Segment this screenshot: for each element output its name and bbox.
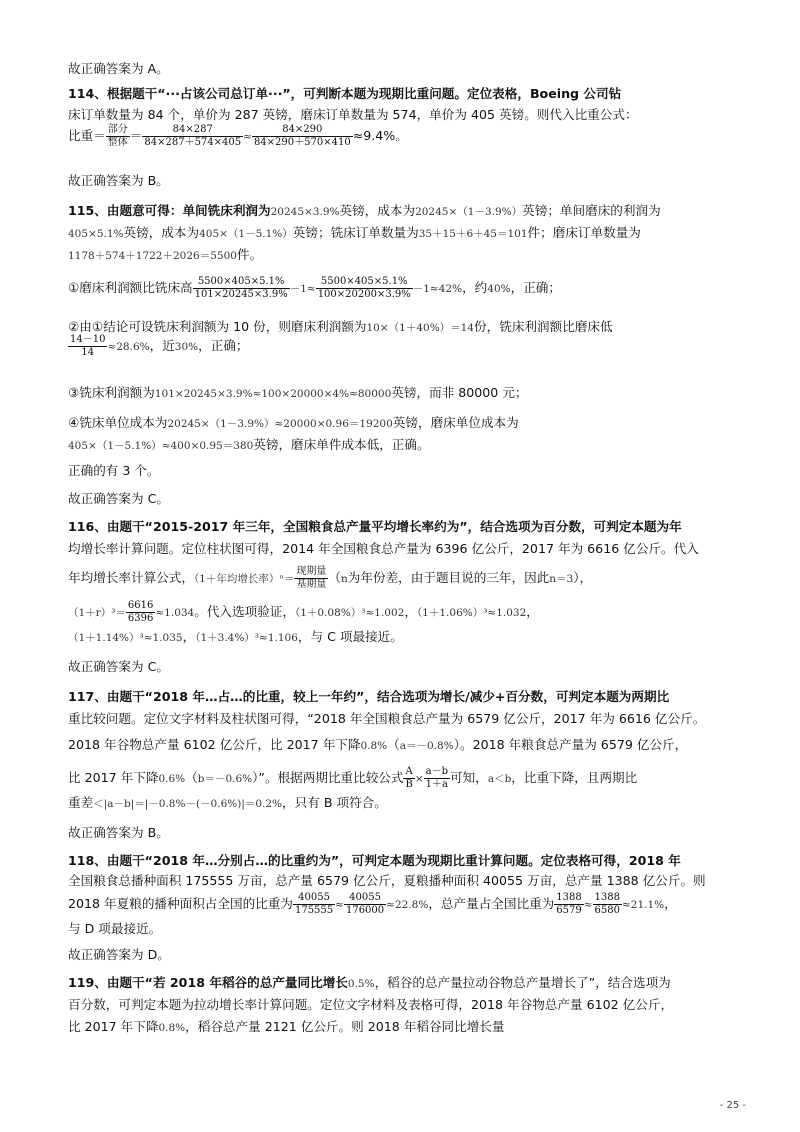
q116-line-3: 年均增长率计算公式，（1＋年均增长率）ⁿ＝ $\frac{\text{现期量}}{\text{基期量}}$ （n为年份差，由于题目说的三年，因此n＝3）， xyxy=(68,566,593,590)
q117-line-4: 比 2017 年下降0.6%（b＝－0.6%）”。根据两期比重比较公式 $\frac{A}{B}$ × $\frac{a-b}{1+a}$ 可知，a＜b，比重下降，且两期比 xyxy=(68,766,638,790)
q119-line-2: 百分数，可判定本题为拉动增长率计算问题。定位文字材料及表格可得，2018 年谷物总产量 6102 亿公斤， xyxy=(68,997,674,1012)
fraction: $\frac{40055}{175555}$ xyxy=(294,892,334,916)
q118-line-3: 2018 年夏粮的播种面积占全国的比重为 $\frac{40055}{175555}$ ≈ $\frac{40055}{176000}$ ≈22.8%，总产量占全国比重为 $\frac{1388}{6579}$ ≈ $\frac{1388}{6580}$ ≈21.1%， xyxy=(68,892,677,916)
q116-line-2: 均增长率计算问题。定位柱状图可得，2014 年全国粮食总产量为 6396 亿公斤，2017 年为 6616 亿公斤。代入 xyxy=(68,541,699,556)
q115-line-3: 1178＋574＋1722＋2026＝5500件。 xyxy=(68,247,263,262)
fraction: $\frac{84\times 287}{84\times 287+574\times 405}$ xyxy=(144,124,242,148)
q117-line-2: 重比较问题。定位文字材料及柱状图可得，“2018 年全国粮食总产量为 6579 亿公斤，2017 年为 6616 亿公斤。 xyxy=(68,711,706,726)
q118-line-2: 全国粮食总播种面积 175555 万亩，总产量 6579 亿公斤，夏粮播种面积 40055 万亩，总产量 1388 亿公斤。则 xyxy=(68,873,706,888)
fraction: $\frac{84\times 290}{84\times 290+570\times 410}$ xyxy=(253,124,351,148)
q116-line-5: （1＋1.14%）³≈1.035，（1＋3.4%）³≈1.106，与 C 项最接近。 xyxy=(68,629,403,644)
fraction: $\frac{5500\times 405\times 5.1\%}{100\times 20200\times 3.9\%}$ xyxy=(317,276,411,300)
fraction: $\frac{14-10}{14}$ xyxy=(70,334,106,358)
q115-item-2: ②由①结论可设铣床利润额为 10 份，则磨床利润额为10×（1＋40%）＝14份，铣床利润额比磨床低 xyxy=(68,319,613,334)
q115-line-2: 405×5.1%英镑，成本为405×（1－5.1%）英镑；铣床订单数量为35＋15＋6＋45＝101件；磨床订单数量为 xyxy=(68,225,641,240)
fraction: $\frac{40055}{176000}$ xyxy=(345,892,385,916)
q118-line-1: 118、由题干“2018 年…分别占…的比重约为”，可判定本题为现期比重计算问题。定位表格可得，2018 年 xyxy=(68,853,681,868)
fraction: $\frac{a-b}{1+a}$ xyxy=(425,766,449,790)
fraction: $\frac{A}{B}$ xyxy=(405,766,413,790)
fraction: $\frac{1388}{6579}$ xyxy=(556,892,582,916)
fraction: $\frac{6616}{6396}$ xyxy=(127,600,154,624)
q114-text: 114、根据题干“···占该公司总订单···”，可判断本题为现期比重问题。定位表格，Boeing 公司钻 xyxy=(68,86,622,101)
page-number: - 25 - xyxy=(719,1100,746,1111)
fraction: $\frac{\text{现期量}}{\text{基期量}}$ xyxy=(296,566,327,590)
q115-item-2b: $\frac{14-10}{14}$ ≈28.6%，近30%，正确； xyxy=(70,334,249,358)
q114-line-2: 床订单数量为 84 个，单价为 287 英镑，磨床订单数量为 574，单价为 405 英镑。则代入比重公式： xyxy=(68,107,638,122)
formula-lead: 比重＝ xyxy=(68,128,106,143)
fraction: $\frac{\text{部分}}{\text{整体}}$ xyxy=(107,124,128,148)
q115-item-1: ①磨床利润额比铣床高 $\frac{5500\times 405\times 5.1\%}{101\times 20245\times 3.9\%}$ －1≈ $\frac{5500\times 405\times 5.1\%}{100\times 20200\times 3.9\%}$ －1≈42%，约40%，正确； xyxy=(68,276,561,300)
q114-formula: 比重＝ $\frac{\text{部分}}{\text{整体}}$ ＝ $\frac{84\times 287}{84\times 287+574\times 405}$ ≈ $\frac{84\times 290}{84\times 290+570\times 410}$ ≈9.4%。 xyxy=(68,124,408,148)
q115-item-4: ④铣床单位成本为20245×（1－3.9%）≈20000×0.96＝19200英镑，磨床单位成本为 xyxy=(68,415,519,430)
q118-line-4: 与 D 项最接近。 xyxy=(68,921,162,936)
q116-line-4: （1＋r）³＝ $\frac{6616}{6396}$ ≈1.034。代入选项验证，（1＋0.08%）³≈1.002，（1＋1.06%）³≈1.032， xyxy=(68,600,539,624)
q119-line-3: 比 2017 年下降0.8%，稻谷总产量 2121 亿公斤。则 2018 年稻谷同比增长量 xyxy=(68,1019,505,1034)
q115-line-1: 115、由题意可得：单间铣床利润为20245×3.9%英镑，成本为20245×（1－3.9%）英镑；单间磨床的利润为 xyxy=(68,203,661,218)
fraction: $\frac{5500\times 405\times 5.1\%}{101\times 20245\times 3.9\%}$ xyxy=(194,276,288,300)
q115-summary: 正确的有 3 个。 xyxy=(68,463,160,478)
answer-118: 故正确答案为 D。 xyxy=(68,947,170,962)
q117-line-5: 重差＜|a－b|＝|－0.8%－(－0.6%)|＝0.2%，只有 B 项符合。 xyxy=(68,795,387,810)
answer-117: 故正确答案为 B。 xyxy=(68,825,169,840)
q115-item-4b: 405×（1－5.1%）≈400×0.95＝380英镑，磨床单件成本低，正确。 xyxy=(68,437,430,452)
q114-line-1 xyxy=(68,85,621,103)
answer-114: 故正确答案为 B。 xyxy=(68,173,169,188)
fraction: $\frac{1388}{6580}$ xyxy=(594,892,620,916)
answer-116: 故正确答案为 C。 xyxy=(68,659,169,674)
answer-115: 故正确答案为 C。 xyxy=(68,491,169,506)
q117-line-1: 117、由题干“2018 年…占…的比重，较上一年约”，结合选项为增长/减少+百分数，可判定本题为两期比 xyxy=(68,689,670,704)
q119-line-1: 119、由题干“若 2018 年稻谷的总产量同比增长0.5%，稻谷的总产量拉动谷物总产量增长了”，结合选项为 xyxy=(68,975,671,990)
q117-line-3: 2018 年谷物总产量 6102 亿公斤，比 2017 年下降0.8%（a＝－0.8%）。2018 年粮食总产量为 6579 亿公斤， xyxy=(68,737,688,752)
q115-item-3: ③铣床利润额为101×20245×3.9%≈100×20000×4%≈80000英镑，而非 80000 元； xyxy=(68,385,528,400)
answer-113: 故正确答案为 A。 xyxy=(68,61,169,76)
q116-line-1: 116、由题干“2015-2017 年三年，全国粮食总产量平均增长率约为”，结合选项为百分数，可判定本题为年 xyxy=(68,519,682,534)
